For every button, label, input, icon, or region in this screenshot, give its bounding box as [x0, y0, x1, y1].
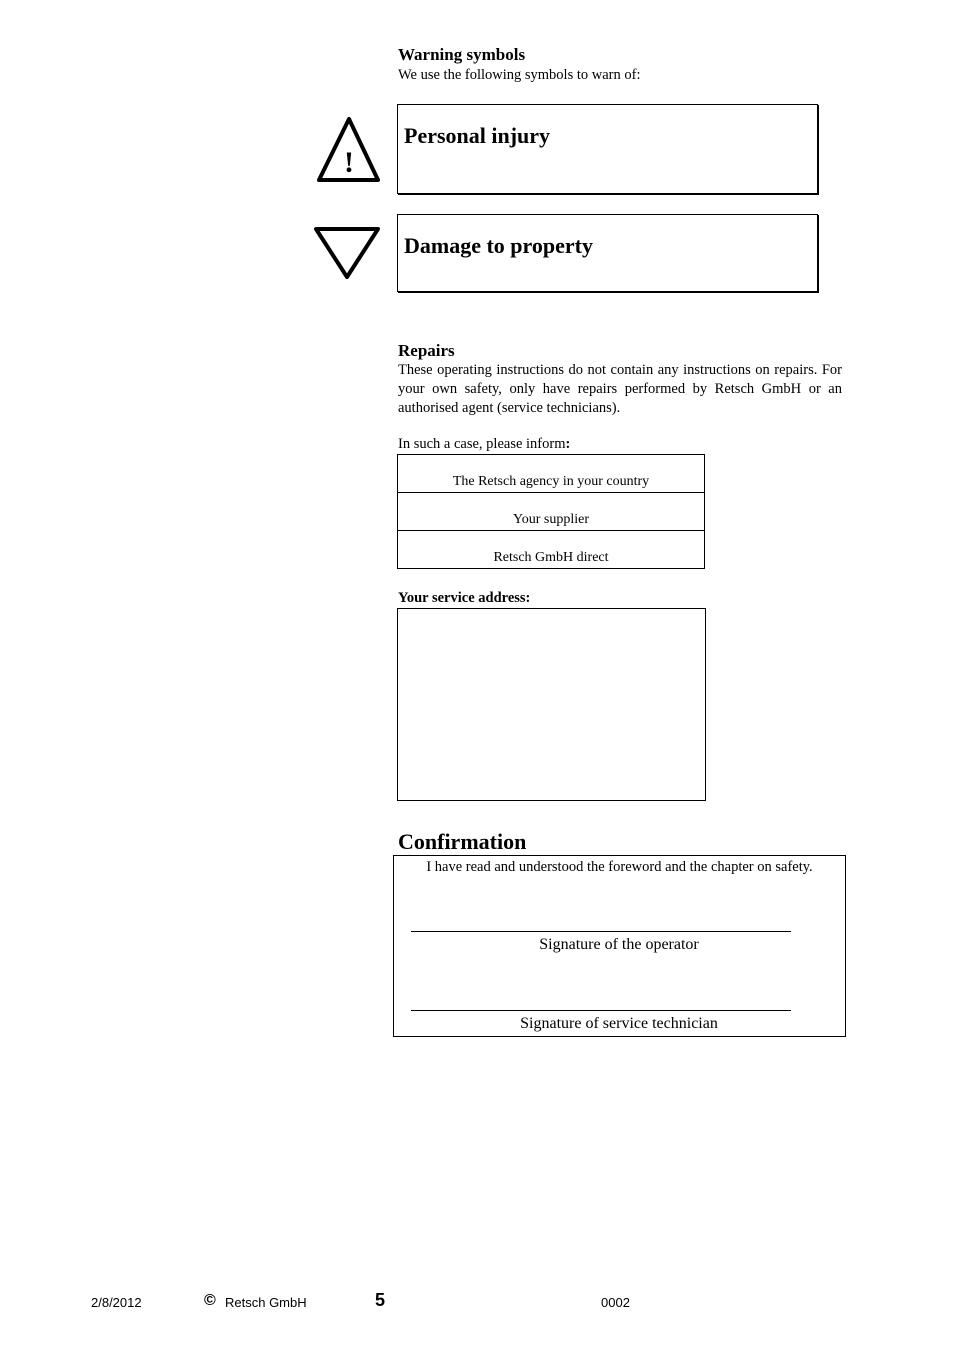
page-number: 5	[375, 1290, 386, 1310]
warning-symbols-heading: Warning symbols	[398, 45, 526, 64]
confirmation-statement: I have read and understood the foreword and the chapter on safety.	[426, 859, 813, 875]
warning-intro-text: We use the following symbols to warn of:	[398, 67, 641, 83]
repairs-heading: Repairs	[398, 341, 455, 360]
repairs-paragraph: These operating instructions do not contain any instructions on repairs. For your own safety, only have repairs performed by Retsch GmbH or an authorised agent (service technicians).	[398, 362, 842, 416]
confirmation-heading: Confirmation	[398, 829, 527, 854]
personal-injury-box	[397, 104, 818, 194]
svg-text:!: !	[344, 146, 354, 179]
inform-label-text: In such a case, please inform	[398, 436, 566, 452]
damage-to-property-label: Damage to property	[404, 233, 593, 258]
technician-signature-label: Signature of service technician	[520, 1015, 718, 1032]
footer-date: 2/8/2012	[91, 1295, 142, 1310]
copyright-icon: ©	[204, 1292, 216, 1309]
damage-to-property-box	[397, 214, 818, 292]
inform-table	[397, 454, 705, 569]
warning-triangle-icon	[314, 114, 384, 184]
inform-label	[398, 435, 570, 454]
confirmation-box	[393, 855, 846, 1037]
operator-signature-label: Signature of the operator	[539, 936, 699, 953]
inform-option: Your supplier	[398, 493, 705, 531]
inform-option: The Retsch agency in your country	[398, 455, 705, 493]
inverted-triangle-icon	[312, 224, 382, 284]
inform-colon: :	[565, 436, 571, 452]
footer-company: Retsch GmbH	[225, 1295, 307, 1310]
operator-signature-line[interactable]	[411, 931, 791, 932]
service-address-label: Your service address:	[398, 590, 531, 606]
personal-injury-label: Personal injury	[404, 123, 551, 148]
technician-signature-line[interactable]	[411, 1010, 791, 1011]
footer-doc-code: 0002	[601, 1295, 630, 1310]
service-address-box[interactable]	[397, 608, 706, 801]
inform-option: Retsch GmbH direct	[398, 531, 705, 569]
